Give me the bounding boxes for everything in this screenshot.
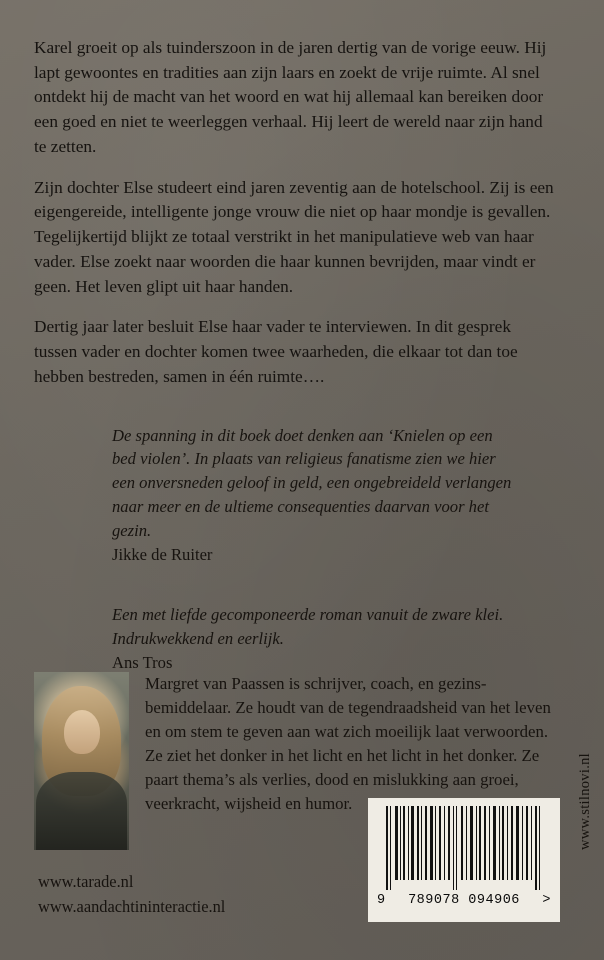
author-bio-text: Margret van Paassen is schrijver, coach, en gezins-bemiddelaar. Ze houdt van de tegendraadsheid van het leven en om stem te geven aan wat zich moeilijk laat verwoorden. Ze ziet het donker in het licht en het licht in het donker. Ze paart thema’s als verlies, dood en mislukking aan groei, veerkracht, wijsheid en humor. — [145, 674, 551, 814]
blurb-quote: De spanning in dit boek doet denken aan ‘Knielen op een bed violen’. In plaats van religieus fanatisme zien we hier een onversneden geloof in geld, een ongebreideld verlangen naar meer en de ultieme consequenties daarvan voor het gezin. — [112, 425, 512, 541]
synopsis-block — [34, 36, 558, 711]
url-aandachtininteractie[interactable]: www.aandachtininteractie.nl — [38, 896, 226, 916]
isbn-barcode — [368, 798, 560, 922]
isbn-trailing-mark: > — [542, 893, 551, 908]
synopsis-paragraph: Dertig jaar later besluit Else haar vader te interviewen. In dit gesprek tussen vader en dochter komen twee waarheden, die elkaar tot dan toe hebben bestreden, samen in één ruimte…. — [34, 317, 518, 386]
spine-url: www.stilnovi.nl — [577, 752, 593, 850]
author-portrait — [34, 672, 129, 850]
blurb-attribution: Jikke de Ruiter — [112, 545, 213, 564]
portrait-body — [36, 772, 127, 850]
blurb-list — [34, 424, 558, 675]
url-tarade[interactable]: www.tarade.nl — [38, 872, 134, 891]
barcode-bars — [376, 804, 552, 892]
synopsis-paragraph: Zijn dochter Else studeert eind jaren zeventig aan de hotelschool. Zij is een eigengereide, intelligente jonge vrouw die niet op haar mondje is gevallen. Tegelijkertijd blijkt ze totaal verstrikt in het manipulatieve web van haar vader. Else zoekt naar woorden die haar kunnen bevrijden, maar vindt er geen. Het leven glipt uit haar handen. — [34, 177, 554, 296]
blurb-item — [112, 603, 514, 675]
blurb-item — [112, 424, 514, 567]
synopsis-paragraph: Karel groeit op als tuinderszoon in de jaren dertig van de vorige eeuw. Hij lapt gewoontes en tradities aan zijn laars en zoekt de vrije ruimte. Al snel ontdekt hij de macht van het woord en wat hij allemaal kan bereiken door een goed en niet te weerleggen verhaal. Hij leert de wereld naar zijn hand te zetten. — [34, 38, 547, 156]
blurb-quote: Een met liefde gecomponeerde roman vanuit de zware klei. Indrukwekkend en eerlijk. — [112, 604, 504, 648]
isbn-lead-digit: 9 — [377, 893, 386, 908]
isbn-main-digits: 789078 094906 — [408, 893, 520, 908]
publisher-urls — [38, 870, 225, 920]
isbn-digits — [376, 892, 552, 908]
portrait-face — [64, 710, 100, 754]
author-bio — [145, 672, 558, 816]
blurb-attribution: Ans Tros — [112, 652, 173, 672]
